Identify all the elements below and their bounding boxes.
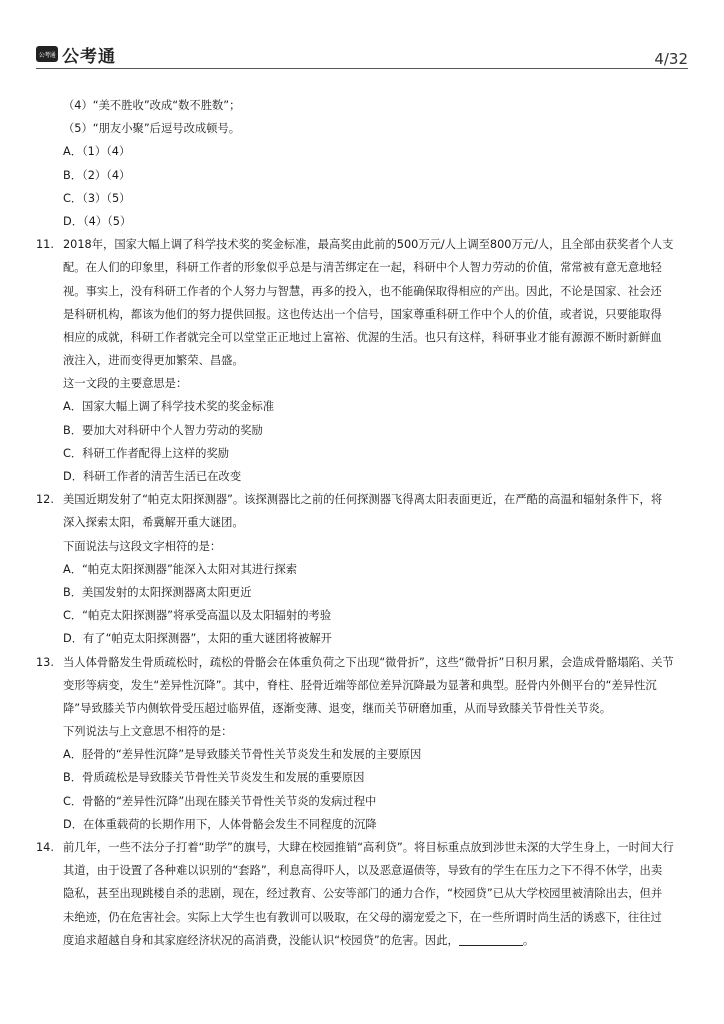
option-c: C．科研工作者配得上这样的奖励 xyxy=(63,446,230,460)
logo-text: 公考通 xyxy=(62,46,116,67)
question-prompt: 这一文段的主要意思是： xyxy=(63,377,188,391)
prev-question xyxy=(36,94,688,233)
option-a: A．（1）（4） xyxy=(63,145,131,159)
question-number: 14. xyxy=(36,841,54,854)
question-text: 是科研机构，都该为他们的努力提供回报。这也传达出一个信号，国家尊重科研工作中个人的价值，或者说，只要能取得 xyxy=(63,307,662,321)
logo-badge: 公考通 xyxy=(36,46,58,62)
question-13 xyxy=(36,651,688,837)
page-number: 4/32 xyxy=(654,50,688,68)
question-text: 变形等病变，发生“差异性沉降”。其中，脊柱、胫骨近端等部位差异沉降最为显著和典型。胫骨内外侧平台的“差异性沉 xyxy=(63,678,657,692)
question-number: 13. xyxy=(36,655,54,669)
question-text: 视。事实上，没有科研工作者的个人努力与智慧，再多的投入，也不能确保取得相应的产出。因此，不论是国家、社会还 xyxy=(63,284,662,298)
option-a: A．“帕克太阳探测器”能深入太阳对其进行探索 xyxy=(63,562,298,576)
question-14 xyxy=(36,836,688,952)
question-number: 12. xyxy=(36,493,54,507)
option-b: B．骨质疏松是导致膝关节骨性关节炎发生和发展的重要原因 xyxy=(63,771,365,785)
question-11 xyxy=(36,233,688,488)
question-12 xyxy=(36,488,688,650)
question-text: 2018年，国家大幅上调了科学技术奖的奖金标准，最高奖由此前的500万元/人上调至800万元/人，且全部由获奖者个人支 xyxy=(63,238,674,252)
option-c: C．骨骼的“差异性沉降”出现在膝关节骨性关节炎的发病过程中 xyxy=(63,794,377,808)
question-text: 当人体骨骼发生骨质疏松时，疏松的骨骼会在体重负荷之下出现“微骨折”，这些“微骨折”日积月累，会造成骨骼塌陷、关节 xyxy=(63,655,674,669)
document-body xyxy=(36,94,688,952)
option-c: C．（3）（5） xyxy=(63,191,131,205)
question-text: 相应的成就，科研工作者就完全可以堂堂正正地过上富裕、优渥的生活。也只有这样，科研事业才能有源源不断时新鲜血 xyxy=(63,330,662,344)
option-a: A．胫骨的“差异性沉降”是导致膝关节骨性关节炎发生和发展的主要原因 xyxy=(63,748,422,762)
question-text: 隐私，甚至出现跳楼自杀的悲剧，现在，经过教育、公安等部门的通力合作，“校园贷”已从大学校园里被清除出去，但并 xyxy=(63,887,663,901)
question-prompt: 下面说法与这段文字相符的是： xyxy=(63,539,222,553)
question-prompt: 下列说法与上文意思不相符的是： xyxy=(63,725,233,739)
question-text: 美国近期发射了“帕克太阳探测器”。该探测器比之前的任何探测器飞得离太阳表面更近，在严酷的高温和辐射条件下，将 xyxy=(63,493,663,507)
question-text: 度追求超越自身和其家庭经济状况的高消费，没能认识“校园贷”的危害。因此， xyxy=(63,933,459,947)
end-mark: 。 xyxy=(522,933,535,947)
question-number: 11. xyxy=(36,238,54,252)
question-text: 前几年，一些不法分子打着“助学”的旗号，大肆在校园推销“高利贷”。将目标重点放到涉世未深的大学生身上，一时间大行 xyxy=(63,841,674,854)
header-divider xyxy=(36,68,688,69)
option-d: D．有了“帕克太阳探测器”，太阳的重大谜团将被解开 xyxy=(63,632,332,646)
logo xyxy=(36,44,116,67)
statement-item: （5）“朋友小聚”后逗号改成顿号。 xyxy=(63,122,241,136)
option-d: D．科研工作者的清苦生活已在改变 xyxy=(63,470,242,483)
question-text: 其道，由于设置了各种难以识别的“套路”，利息高得吓人，以及恶意逼债等，导致有的学生在压力之下不得不休学，出卖 xyxy=(63,864,663,878)
option-c: C．“帕克太阳探测器”将承受高温以及太阳辐射的考验 xyxy=(63,609,332,623)
option-d: D．在体重载荷的长期作用下，人体骨骼会发生不同程度的沉降 xyxy=(63,817,377,831)
answer-blank xyxy=(459,933,523,946)
option-b: B．（2）（4） xyxy=(63,168,131,182)
option-b: B．美国发射的太阳探测器离太阳更近 xyxy=(63,585,252,599)
option-a: A．国家大幅上调了科学技术奖的奖金标准 xyxy=(63,400,275,414)
question-text: 降”导致膝关节内侧软骨受压超过临界值，逐渐变薄、退变，继而关节研磨加重，从而导致膝关节骨性关节炎。 xyxy=(63,701,612,715)
option-b: B．要加大对科研中个人智力劳动的奖励 xyxy=(63,423,263,437)
statement-item: （4）“美不胜收”改成“数不胜数”； xyxy=(63,99,241,112)
option-d: D．（4）（5） xyxy=(63,214,132,228)
question-text: 配。在人们的印象里，科研工作者的形象似乎总是与清苦绑定在一起，科研中个人智力劳动的价值，常常被有意无意地轻 xyxy=(63,261,662,275)
question-text: 液注入，进而变得更加繁荣、昌盛。 xyxy=(63,354,244,368)
page-header xyxy=(36,38,688,68)
question-text: 未绝迹，仍在危害社会。实际上大学生也有教训可以吸取，在父母的溺宠爱之下，在一些所谓时尚生活的诱惑下，往往过 xyxy=(63,910,662,924)
question-text: 深入探索太阳，希冀解开重大谜团。 xyxy=(63,516,244,530)
